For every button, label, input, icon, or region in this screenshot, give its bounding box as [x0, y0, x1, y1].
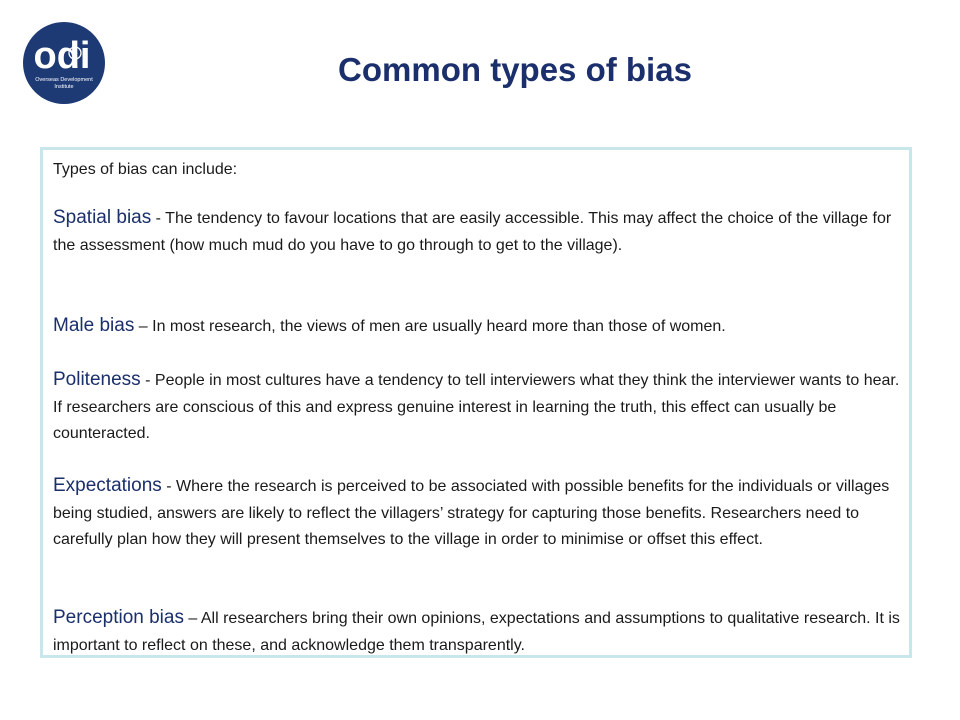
bias-term: Politeness: [53, 369, 141, 390]
logo-text: odi: [33, 35, 91, 77]
bias-term: Male bias: [53, 315, 135, 336]
logo-org-line2: Institute: [54, 84, 74, 90]
bias-term: Spatial bias: [53, 207, 152, 228]
page-title: Common types of bias: [338, 51, 692, 88]
bias-description: – All researchers bring their own opinions, expectations and assumptions to qualitative research. It is important to reflect on these, and acknowledge them transparently.: [53, 610, 900, 654]
bias-term: Perception bias: [53, 607, 184, 628]
content-box: [40, 147, 912, 658]
bias-item-politeness: [53, 367, 903, 448]
bias-description: - People in most cultures have a tendency to tell interviewers what they think the interviewer wants to hear. If researchers are conscious of this and express genuine interest in learning the truth, this effect can usually be counteracted.: [53, 372, 900, 442]
bias-term: Expectations: [53, 475, 162, 496]
bias-item-spatial: [53, 205, 903, 259]
bias-description: - The tendency to favour locations that are easily accessible. This may affect the choice of the village for the assessment (how much mud do you have to go through to get to the village).: [53, 210, 892, 254]
bias-description: – In most research, the views of men are usually heard more than those of women.: [134, 318, 726, 335]
bias-item-perception: [53, 605, 903, 659]
bias-item-expectations: [53, 473, 903, 554]
intro-text: Types of bias can include:: [53, 161, 238, 178]
bias-description: - Where the research is perceived to be associated with possible benefits for the individuals or villages being studied, answers are likely to reflect the villagers’ strategy for capturing those benefits. Researchers need to carefully plan how they will present themselves to the village in order to minimise or offset this effect.: [53, 478, 890, 548]
bias-item-male: [53, 313, 903, 341]
logo-org-line1: Overseas Development: [35, 77, 93, 83]
